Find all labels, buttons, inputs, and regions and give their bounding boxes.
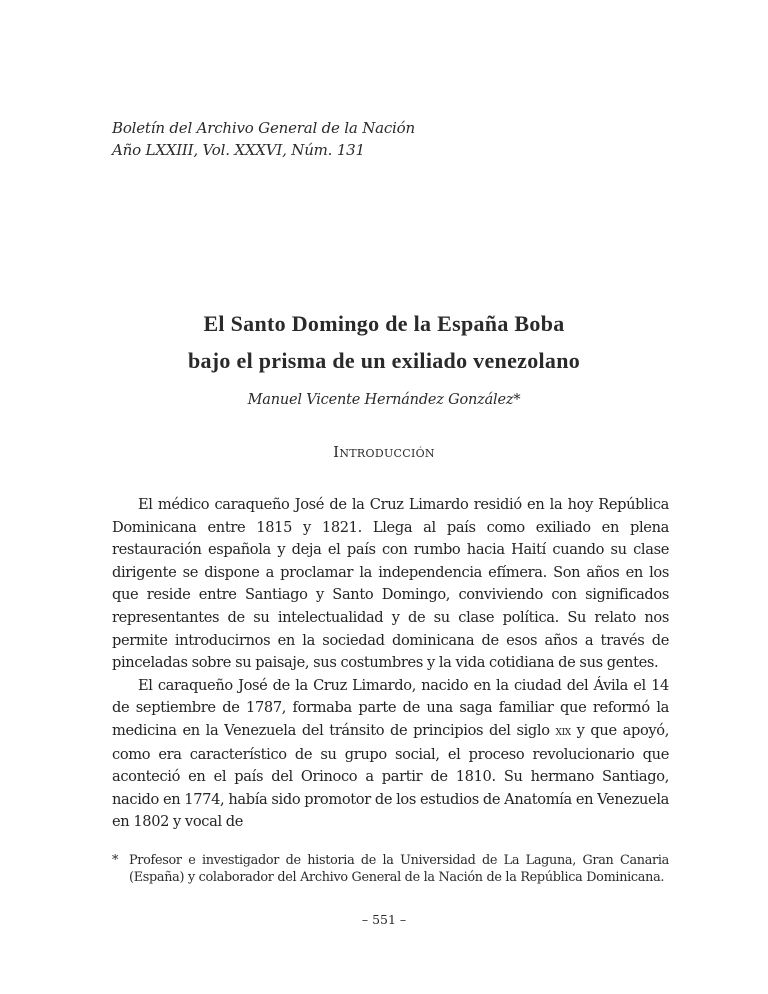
page-number: – 551 –	[361, 912, 407, 927]
body-paragraph: El médico caraqueño José de la Cruz Limardo residió en la hoy República Dominicana entre 1815 y 1821. Llega al país como exiliado en plena restauración española y deja el país con rumbo hacia Haití cuando su clase dirigente se dispone a proclamar la independencia efímera. Son años en los que reside entre Santiago y Santo Domingo, conviviendo con significados representantes de su intelectualidad y de su clase política. Su relato nos permite introducirnos en la sociedad dominicana de esos años a través de pinceladas sobre su paisaje, sus costumbres y la vida cotidiana de sus gentes.	[112, 496, 669, 672]
article-title-line-1: El Santo Domingo de la España Boba	[203, 311, 565, 336]
paragraph-text-segment: y que apoyó, como era característico de su grupo social, el proceso revolucionario que aconteció en el país del Orinoco a partir de 1810. Su hermano Santiago, nacido en 1774, había sido promotor de los estudios de Anatomía en Venezuela en 1802 y vocal de	[112, 721, 669, 831]
article-body	[112, 494, 669, 834]
century-numeral: xix	[555, 723, 571, 739]
journal-name: Boletín del Archivo General de la Nación	[112, 119, 415, 137]
footnote-mark: *	[112, 853, 119, 868]
article-title	[0, 305, 768, 379]
article-author: Manuel Vicente Hernández González*	[247, 392, 521, 408]
journal-volume-info: Año LXXIII, Vol. XXXVI, Núm. 131	[112, 141, 365, 159]
footnote-text: Profesor e investigador de historia de la Universidad de La Laguna, Gran Canaria (España) y colaborador del Archivo General de la Nación de la República Dominicana.	[129, 853, 669, 885]
section-heading: Introducción	[333, 443, 435, 461]
paragraph-text-segment: El caraqueño José de la Cruz Limardo, nacido en la ciudad del Ávila el 14 de septiembre de 1787, formaba parte de una saga familiar que reformó la medicina en la Venezuela del tránsito de principios del siglo	[112, 676, 669, 739]
journal-header	[112, 117, 415, 161]
footnote	[112, 853, 669, 886]
article-title-line-2: bajo el prisma de un exiliado venezolano	[187, 348, 581, 373]
body-paragraph	[112, 675, 669, 834]
